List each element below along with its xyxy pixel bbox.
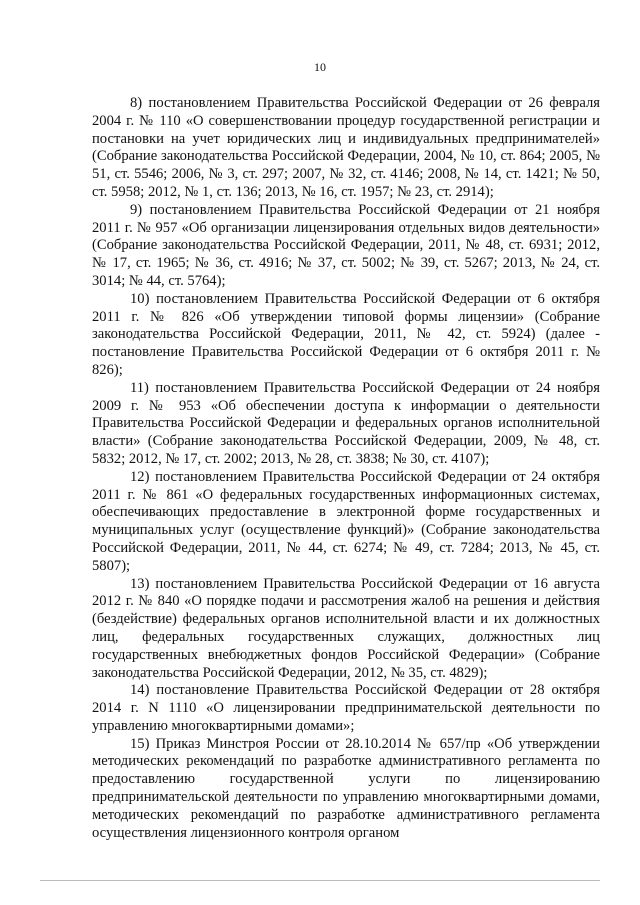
list-item-8: 8) постановлением Правительства Российской Федерации от 26 февраля 2004 г. № 110 «О совершенствовании процедур государственной регистрации и постановки на учет юридических лиц и индивидуальных предпринимателей» (Собрание законодательства Российской Федерации, 2004, № 10, ст. 864; 2005, № 51, ст. 5546; 2006, № 3, ст. 297; 2007, № 32, ст. 4146; 2008, № 14, ст. 1421; № 50, ст. 5958; 2012, № 1, ст. 136; 2013, № 16, ст. 1957; № 23, ст. 2914);: [92, 95, 600, 200]
scan-bottom-edge: [40, 880, 600, 881]
list-item-9: 9) постановлением Правительства Российской Федерации от 21 ноября 2011 г. № 957 «Об организации лицензирования отдельных видов деятельности» (Собрание законодательства Российской Федерации, 2011, № 48, ст. 6931; 2012, № 17, ст. 1965; № 36, ст. 4916; № 37, ст. 5002; № 39, ст. 5267; 2013, № 24, ст. 3014; № 44, ст. 5764);: [92, 201, 600, 289]
list-item-11: 11) постановлением Правительства Российской Федерации от 24 ноября 2009 г. № 953 «Об обеспечении доступа к информации о деятельности Правительства Российской Федерации и федеральных органов исполнительной власти» (Собрание законодательства Российской Федерации, 2009, № 48, ст. 5832; 2012, № 17, ст. 2002; 2013, № 28, ст. 3838; № 30, ст. 4107);: [92, 379, 600, 467]
list-item-10: 10) постановлением Правительства Российской Федерации от 6 октября 2011 г. № 826 «Об утверждении типовой формы лицензии» (Собрание законодательства Российской Федерации, 2011, № 42, ст. 5924) (далее - постановление Правительства Российской Федерации от 6 октября 2011 г. № 826);: [92, 290, 600, 378]
list-item-13: 13) постановлением Правительства Российской Федерации от 16 августа 2012 г. № 840 «О порядке подачи и рассмотрения жалоб на решения и действия (бездействие) федеральных органов исполнительной власти и их должностных лиц, федеральных государственных служащих, должностных лиц государственных внебюджетных фондов Российской Федерации» (Собрание законодательства Российской Федерации, 2012, № 35, ст. 4829);: [92, 575, 600, 681]
document-body: [92, 95, 600, 842]
list-item-14: 14) постановление Правительства Российской Федерации от 28 октября 2014 г. N 1110 «О лицензировании предпринимательской деятельности по управлению многоквартирными домами»;: [92, 682, 600, 734]
page-number: 10: [314, 60, 326, 74]
list-item-15: 15) Приказ Минстроя России от 28.10.2014 № 657/пр «Об утверждении методических рекомендаций по разработке административного регламента по предоставлению государственной услуги по лицензированию предпринимательской деятельности по управлению многоквартирными домами, методических рекомендаций по разработке административного регламента осуществления лицензионного контроля органом: [92, 735, 600, 841]
list-item-12: 12) постановлением Правительства Российской Федерации от 24 октября 2011 г. № 861 «О федеральных государственных информационных системах, обеспечивающих предоставление в электронной форме государственных и муниципальных услуг (осуществление функций)» (Собрание законодательства Российской Федерации, 2011, № 44, ст. 6274; № 49, ст. 7284; 2013, № 45, ст. 5807);: [92, 468, 600, 574]
